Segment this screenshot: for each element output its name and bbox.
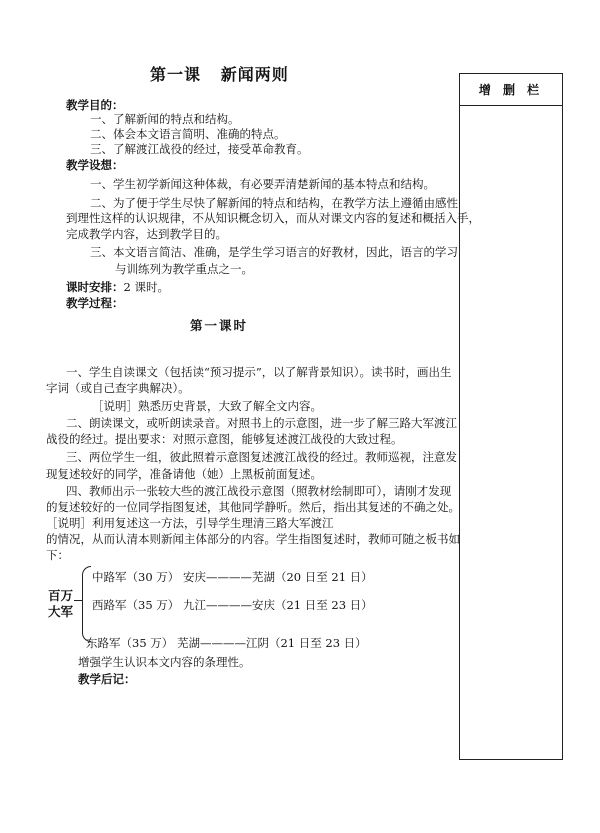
process-heading: 教学过程： <box>66 296 124 310</box>
design-paragraph: 一、学生初学新闻这种体裁，有必要弄清楚新闻的基本特点和结构。 <box>90 177 435 191</box>
section-title: 第一课时 <box>190 318 249 333</box>
step-text: 战役的经过。提出要求：对照示意图，能够复述渡江战役的大致过程。 <box>46 432 403 446</box>
objective-item: 三、了解渡江战役的经过，接受革命教育。 <box>90 142 309 156</box>
design-paragraph: 二、为了便于学生尽快了解新闻的特点和结构，在教学方法上遵循由感性 <box>90 196 458 210</box>
design-paragraph: 完成教学内容，达到教学目的。 <box>66 227 227 241</box>
step-text: 二、朗读课文，或听朗读录音。对照书上的示意图，进一步了解三路大军渡江 <box>66 416 457 430</box>
schedule-value: 2 课时。 <box>123 280 169 294</box>
summary-text: 增强学生认识本文内容的条理性。 <box>78 655 251 669</box>
step-text: 字词（或自己查字典解决）。 <box>46 381 190 395</box>
step-text: 现复述较好的同学，准备请他（她）上黑板前面复述。 <box>46 467 322 481</box>
design-paragraph: 与训练列为教学重点之一。 <box>115 262 253 276</box>
objective-item: 一、了解新闻的特点和结构。 <box>90 112 240 126</box>
sidebar-column <box>459 73 563 760</box>
army-group-label: 大军 <box>48 604 74 619</box>
step-text: 的情况，从而认清本则新闻主体部分的内容。学生指图复述时，教师可随之板书如 <box>46 532 460 546</box>
design-heading: 教学设想： <box>66 158 124 172</box>
brace <box>82 566 91 642</box>
step-note: ［说明］利用复述这一方法，引导学生理清三路大军渡江 <box>46 516 334 530</box>
step-text: 一、学生自读课文（包括读“预习提示”，以了解背景知识）。读书时，画出生 <box>66 365 452 379</box>
step-text: 三、两位学生一组，彼此照着示意图复述渡江战役的经过。教师巡视，注意发 <box>66 450 457 464</box>
schedule-label: 课时安排： <box>66 280 124 294</box>
route-row: 西路军（35 万） 九江————安庆（21 日至 23 日） <box>92 598 373 612</box>
objective-item: 二、体会本文语言简明、准确的特点。 <box>90 127 286 141</box>
brace-tick <box>74 600 82 601</box>
step-note: ［说明］熟悉历史背景，大致了解全文内容。 <box>92 399 322 413</box>
objectives-heading: 教学目的： <box>66 98 124 112</box>
schedule-line <box>66 280 169 294</box>
sidebar-title: 增 删 栏 <box>460 74 562 106</box>
step-text: 四、教师出示一张较大些的渡江战役示意图（照教材绘制即可），请刚才发现 <box>66 484 452 498</box>
design-paragraph: 三、本文语言简洁、准确，是学生学习语言的好教材，因此，语言的学习 <box>90 245 458 259</box>
postscript-heading: 教学后记： <box>78 672 136 686</box>
step-text: 的复述较好的一位同学指图复述，其他同学静听。然后，指出其复述的不确之处。 <box>46 500 460 514</box>
page-title: 第一课 新闻两则 <box>150 65 289 84</box>
route-row: 东路军（35 万） 芜湖————江阴（21 日至 23 日） <box>86 636 367 650</box>
army-group-label: 百万 <box>48 588 74 603</box>
step-text: 下： <box>46 548 69 562</box>
design-paragraph: 到理性这样的认识规律，不从知识概念切入，而从对课文内容的复述和概括入手， <box>66 211 480 225</box>
route-row: 中路军（30 万） 安庆————芜湖（20 日至 21 日） <box>92 570 373 584</box>
